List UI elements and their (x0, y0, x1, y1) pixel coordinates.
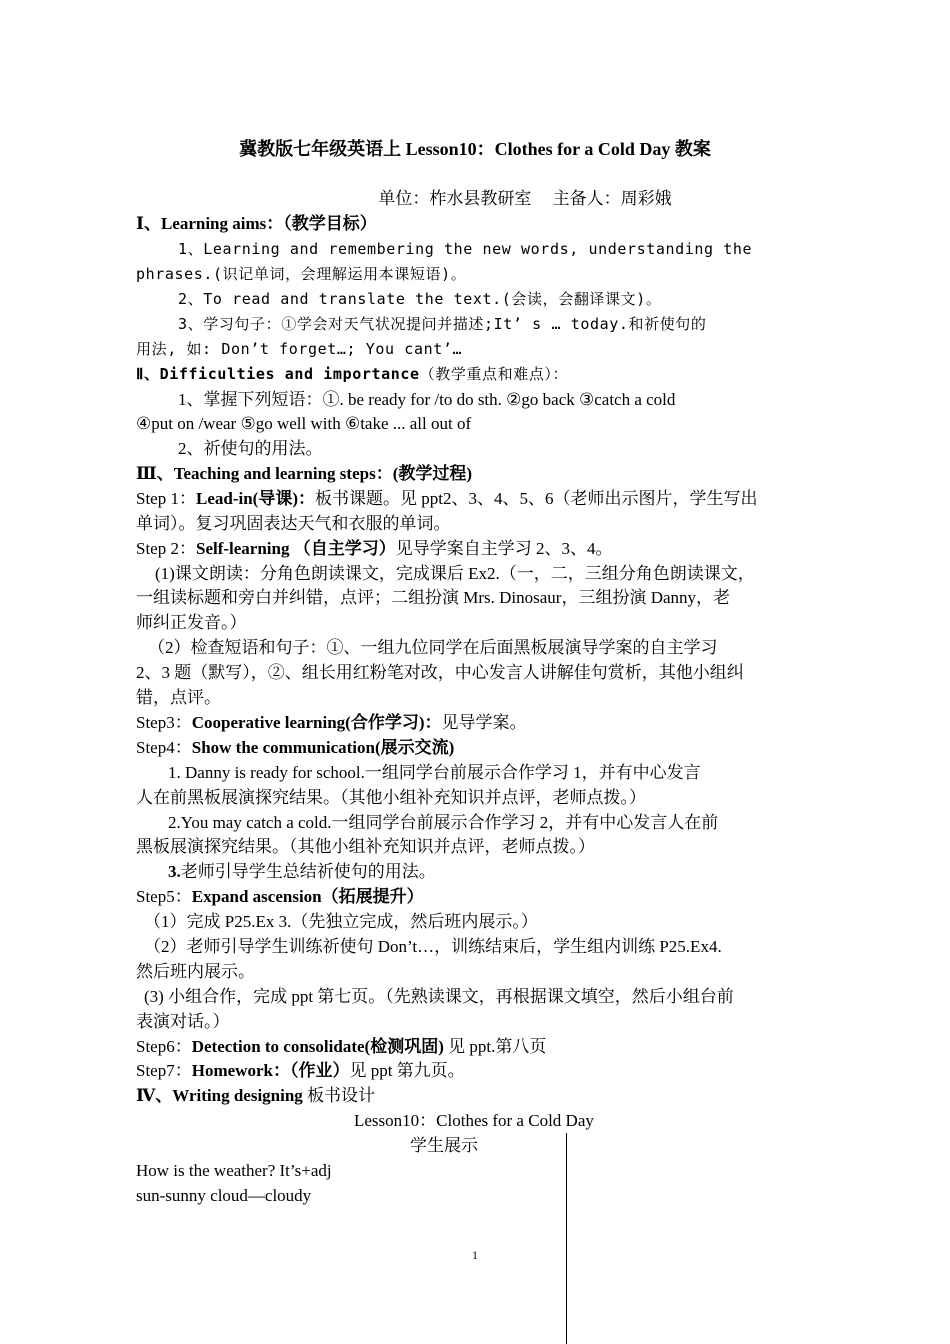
difficulty-1: 1、掌握下列短语：①. be ready for /to do sth. ②go back ③catch a cold (178, 390, 676, 409)
aim-2: 2、To read and translate the text.(会读，会翻译课文)。 (178, 290, 662, 308)
board-line-2: sun-sunny cloud—cloudy (136, 1186, 312, 1205)
page-number: 1 (472, 1248, 478, 1262)
board-line-1: How is the weather? It’s+adj (136, 1161, 332, 1180)
step-5-item-3: (3) 小组合作，完成 ppt 第七页。（先熟读课文，再根据课文填空，然后小组台前 (144, 987, 734, 1006)
section-2-heading: Ⅱ、Difficulties and importance（教学重点和难点）： (136, 365, 569, 383)
aim-3: 3、学习句子：①学会对天气状况提问并描述;It’ s … today.和祈使句的 (178, 315, 707, 333)
document-meta: 单位：柞水县教研室 主备人：周彩娥 (378, 189, 672, 208)
aim-3-cont: 用法, 如: Don’t forget…; You cant’… (136, 340, 463, 358)
aim-1: 1、Learning and remembering the new words, understanding the (178, 240, 753, 258)
step-4-item-3: 3.老师引导学生总结祈使句的用法。 (168, 862, 436, 881)
step-1: Step 1：Lead-in(导课)：板书课题。见 ppt2、3、4、5、6（老师出示图片，学生写出 (136, 489, 758, 508)
step-3: Step3：Cooperative learning(合作学习)：见导学案。 (136, 713, 527, 732)
difficulty-1-cont: ④put on /wear ⑤go well with ⑥take ... all out of (136, 414, 472, 433)
step-4-item-1: 1. Danny is ready for school.一组同学台前展示合作学习 1，并有中心发言 (168, 763, 701, 782)
section-1-heading: Ⅰ、Learning aims：（教学目标） (136, 214, 377, 233)
step-4: Step4：Show the communication(展示交流) (136, 738, 455, 757)
step-5: Step5：Expand ascension（拓展提升） (136, 887, 424, 906)
step-5-item-2: （2）老师引导学生训练祈使句 Don’t…，训练结束后，学生组内训练 P25.Ex4. (144, 937, 722, 956)
step-7: Step7：Homework：（作业）见 ppt 第九页。 (136, 1061, 465, 1080)
step-2-item-2-cont2: 错，点评。 (136, 688, 221, 707)
step-5-item-3-cont: 表演对话。） (136, 1012, 230, 1031)
board-title: Lesson10：Clothes for a Cold Day (354, 1111, 594, 1130)
step-5-item-2-cont: 然后班内展示。 (136, 962, 255, 981)
board-subtitle: 学生展示 (410, 1136, 478, 1155)
step-4-item-2-cont: 黑板展演探究结果。（其他小组补充知识并点评，老师点拨。） (136, 837, 595, 856)
aim-1-cont: phrases.(识记单词，会理解运用本课短语)。 (136, 265, 467, 283)
step-2-item-2: （2）检查短语和句子：①、一组九位同学在后面黑板展演导学案的自主学习 (148, 638, 718, 657)
step-2-item-1: (1)课文朗读：分角色朗读课文，完成课后 Ex2.（一，二，三组分角色朗读课文， (155, 564, 755, 583)
section-3-heading: Ⅲ、Teaching and learning steps：(教学过程) (136, 464, 473, 483)
step-1-cont: 单词）。复习巩固表达天气和衣服的单词。 (136, 514, 451, 533)
step-6: Step6：Detection to consolidate(检测巩固) 见 ppt.第八页 (136, 1037, 547, 1056)
step-4-item-1-cont: 人在前黑板展演探究结果。（其他小组补充知识并点评，老师点拨。） (136, 788, 646, 807)
board-divider (566, 1133, 567, 1344)
step-2-item-2-cont: 2、3 题（默写），②、组长用红粉笔对改，中心发言人讲解佳句赏析，其他小组纠 (136, 663, 744, 682)
step-2-item-1-cont2: 师纠正发音。） (136, 613, 247, 632)
difficulty-2: 2、祈使句的用法。 (178, 439, 323, 458)
step-5-item-1: （1）完成 P25.Ex 3.（先独立完成，然后班内展示。） (144, 912, 538, 931)
step-2-item-1-cont: 一组读标题和旁白并纠错，点评；二组扮演 Mrs. Dinosaur，三组扮演 Danny，老 (136, 588, 731, 607)
section-4-heading: Ⅳ、Writing designing 板书设计 (136, 1086, 376, 1105)
document-title: 冀教版七年级英语上 Lesson10：Clothes for a Cold Day 教案 (239, 139, 711, 159)
step-2: Step 2：Self-learning （自主学习）见导学案自主学习 2、3、4。 (136, 539, 613, 558)
step-4-item-2: 2.You may catch a cold.一组同学台前展示合作学习 2，并有中心发言人在前 (168, 813, 719, 832)
